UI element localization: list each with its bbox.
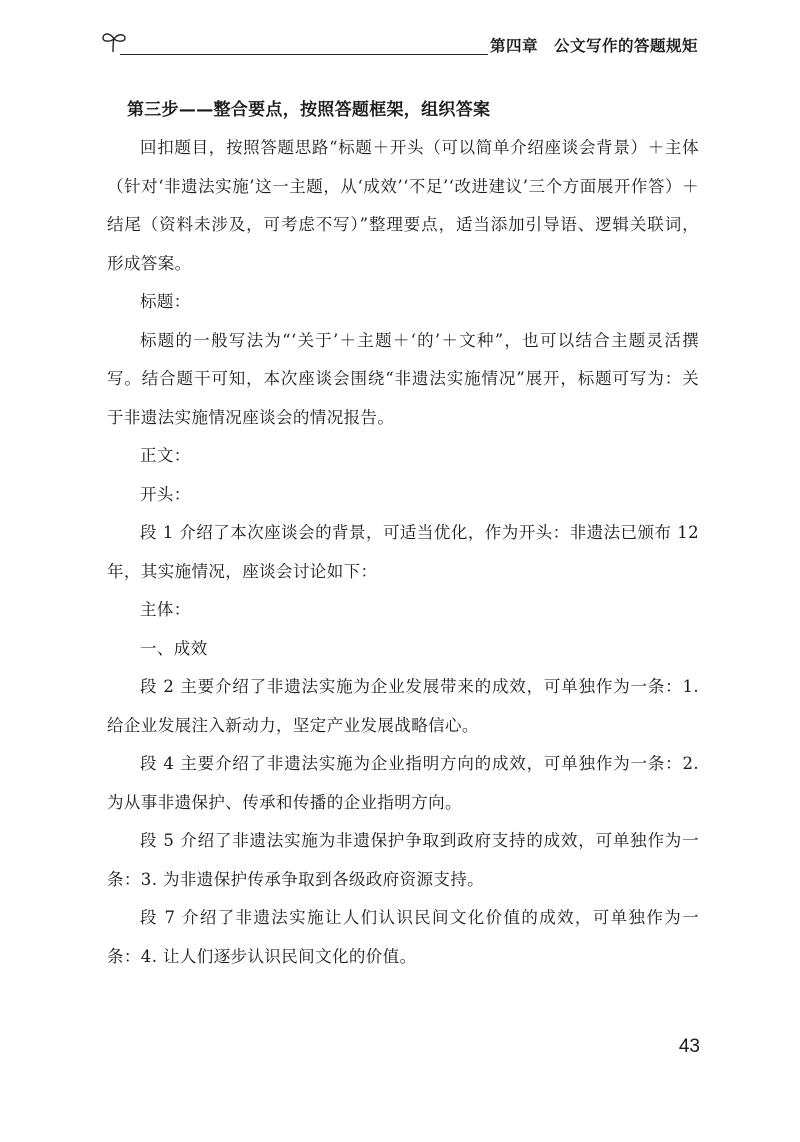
header-chapter: 第四章 <box>489 37 538 55</box>
header-chapter-title: 公文写作的答题规矩 <box>553 37 698 55</box>
paragraph-opening: 段 1 介绍了本次座谈会的背景，可适当优化，作为开头：非遗法已颁布 12 年，其实施情况，座谈会讨论如下： <box>107 523 699 581</box>
paragraph-intro: 回扣题目，按照答题思路“标题＋开头（可以简单介绍座谈会背景）＋主体（针对‘非遗法实施’这一主题，从‘成效’‘不足’‘改进建议’三个方面展开作答）＋结尾（资料未涉及，可考虑不写）”整理要点，适当添加引导语、逻辑关联词，形成答案。 <box>107 138 699 273</box>
paragraph-achievement-1: 段 2 主要介绍了非遗法实施为企业发展带来的成效，可单独作为一条：1. 给企业发展注入新动力，坚定产业发展战略信心。 <box>107 677 699 735</box>
page-body <box>107 95 699 976</box>
paragraph-achievement-4: 段 7 介绍了非遗法实施让人们认识民间文化价值的成效，可单独作为一条：4. 让人们逐步认识民间文化的价值。 <box>107 908 699 966</box>
label-main-body: 主体： <box>140 600 191 619</box>
subheading-achievements: 一、成效 <box>140 638 208 658</box>
section-heading: 第三步——整合要点，按照答题框架，组织答案 <box>127 100 491 120</box>
header-rule <box>120 54 488 55</box>
label-body-text: 正文： <box>140 446 191 465</box>
page-number: 43 <box>678 1036 700 1057</box>
paragraph-title-format: 标题的一般写法为“‘关于’＋主题＋‘的’＋文种”，也可以结合主题灵活撰写。结合题干可知，本次座谈会围绕“非遗法实施情况”展开，标题可写为：关于非遗法实施情况座谈会的情况报告。 <box>107 330 699 427</box>
paragraph-achievement-2: 段 4 主要介绍了非遗法实施为企业指明方向的成效，可单独作为一条：2. 为从事非遗保护、传承和传播的企业指明方向。 <box>107 754 699 812</box>
running-header <box>100 28 700 64</box>
label-opening: 开头： <box>140 484 191 504</box>
sprout-icon <box>100 30 128 54</box>
header-title <box>490 34 698 56</box>
paragraph-achievement-3: 段 5 介绍了非遗法实施为非遗保护争取到政府支持的成效，可单独作为一条：3. 为非遗保护传承争取到各级政府资源支持。 <box>107 831 699 889</box>
label-title: 标题： <box>140 292 191 311</box>
